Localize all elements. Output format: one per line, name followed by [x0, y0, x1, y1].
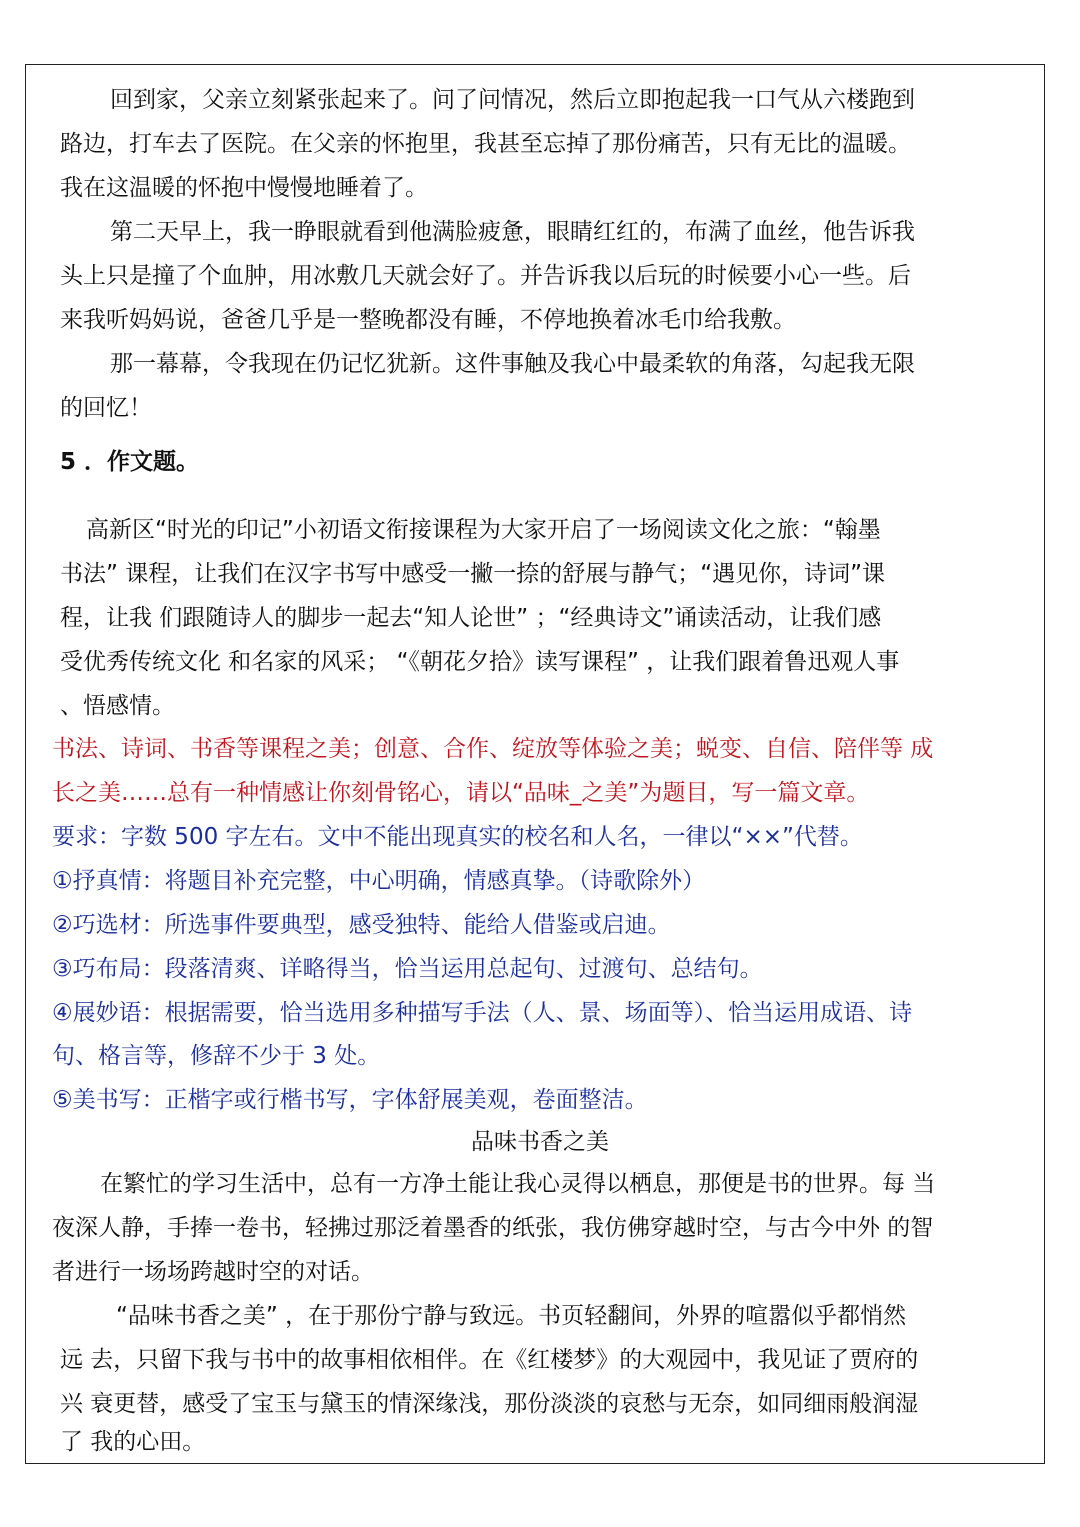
story-line: 的回忆！	[60, 395, 152, 421]
intro-line: 高新区“时光的印记”小初语文衔接课程为大家开启了一场阅读文化之旅：“翰墨	[86, 517, 881, 543]
requirement-line: 要求：字数 500 字左右。文中不能出现真实的校名和人名，一律以“××”代替。	[52, 824, 863, 850]
question-heading: 5 ．作文题。	[60, 449, 200, 475]
essay-line: “品味书香之美” ，在于那份宁静与致远。书页轻翻间，外界的喧嚣似乎都悄然	[116, 1303, 907, 1329]
intro-line: 程，让我 们跟随诗人的脚步一起去“知人论世” ；“经典诗文”诵读活动，让我们感	[60, 605, 882, 631]
requirement-line: ②巧选材：所选事件要典型，感受独特、能给人借鉴或启迪。	[52, 912, 671, 938]
prompt-line: 长之美……总有一种情感让你刻骨铭心，请以“品味_之美”为题目，写一篇文章。	[52, 780, 870, 806]
requirement-line: ④展妙语：根据需要，恰当选用多种描写手法（人、景、场面等）、恰当运用成语、诗	[52, 1000, 913, 1026]
essay-title: 品味书香之美	[471, 1129, 609, 1155]
requirement-line: 句、格言等，修辞不少于 3 处。	[52, 1043, 381, 1069]
story-line: 我在这温暖的怀抱中慢慢地睡着了。	[60, 175, 428, 201]
essay-line: 者进行一场场跨越时空的对话。	[52, 1259, 374, 1285]
intro-line: 受优秀传统文化 和名家的风采； “《朝花夕拾》读写课程” ，让我们跟着鲁迅观人事	[60, 649, 900, 675]
story-line: 那一幕幕，令我现在仍记忆犹新。这件事触及我心中最柔软的角落，勾起我无限	[110, 351, 915, 377]
intro-line: 、悟感情。	[60, 693, 175, 719]
story-line: 第二天早上，我一睁眼就看到他满脸疲惫，眼睛红红的，布满了血丝，他告诉我	[110, 219, 915, 245]
essay-line: 夜深人静，手捧一卷书，轻拂过那泛着墨香的纸张，我仿佛穿越时空，与古今中外 的智	[52, 1215, 934, 1241]
requirement-line: ①抒真情：将题目补充完整，中心明确，情感真挚。（诗歌除外）	[52, 868, 706, 894]
requirement-line: ⑤美书写：正楷字或行楷书写，字体舒展美观，卷面整洁。	[52, 1087, 648, 1113]
requirement-line: ③巧布局：段落清爽、详略得当，恰当运用总起句、过渡句、总结句。	[52, 956, 763, 982]
essay-line: 兴 衰更替，感受了宝玉与黛玉的情深缘浅，那份淡淡的哀愁与无奈，如同细雨般润湿	[60, 1391, 919, 1417]
essay-line: 远 去，只留下我与书中的故事相依相伴。在《红楼梦》的大观园中，我见证了贾府的	[60, 1347, 919, 1373]
intro-line: 书法” 课程，让我们在汉字书写中感受一撇一捺的舒展与静气；“遇见你，诗词”课	[60, 561, 886, 587]
prompt-line: 书法、诗词、书香等课程之美；创意、合作、绽放等体验之美；蜕变、自信、陪伴等 成	[52, 736, 934, 762]
essay-line: 在繁忙的学习生活中，总有一方净土能让我心灵得以栖息，那便是书的世界。每 当	[100, 1171, 936, 1197]
story-line: 来我听妈妈说，爸爸几乎是一整晚都没有睡，不停地换着冰毛巾给我敷。	[60, 307, 796, 333]
story-line: 头上只是撞了个血肿，用冰敷几天就会好了。并告诉我以后玩的时候要小心一些。后	[60, 263, 911, 289]
essay-line: 了 我的心田。	[60, 1429, 206, 1455]
story-line: 回到家，父亲立刻紧张起来了。问了问情况，然后立即抱起我一口气从六楼跑到	[110, 87, 915, 113]
story-line: 路边，打车去了医院。在父亲的怀抱里，我甚至忘掉了那份痛苦，只有无比的温暖。	[60, 131, 911, 157]
